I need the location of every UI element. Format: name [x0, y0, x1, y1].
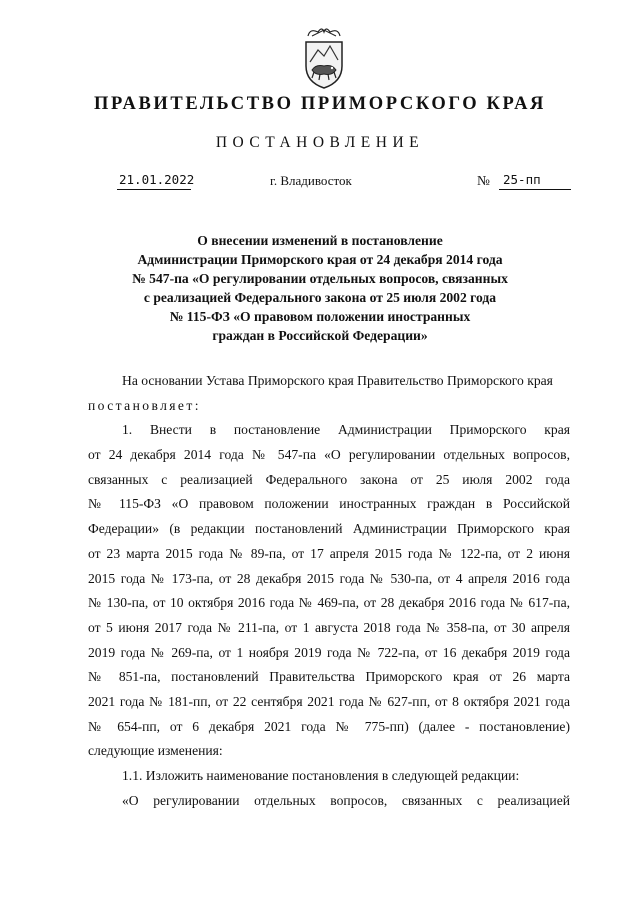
- document-body: [88, 369, 570, 813]
- subject-line: с реализацией Федерального закона от 25 июля 2002 года: [143, 290, 497, 305]
- document-city: г. Владивосток: [270, 173, 352, 188]
- subject-line: Администрации Приморского края от 24 декабря 2014 года: [137, 252, 503, 267]
- coat-of-arms-emblem: [302, 26, 346, 90]
- item1-line: № 851-па, постановлений Правительства Приморского края от 26 марта: [88, 669, 570, 685]
- item1-line: от 5 июня 2017 года № 211-па, от 1 августа 2018 года № 358-па, от 30 апреля: [88, 619, 570, 635]
- item1-line: № 654-пп, от 6 декабря 2021 года № 775-пп) (далее - постановление): [88, 718, 570, 734]
- item1-line: 2015 года № 173-па, от 28 декабря 2015 года № 530-па, от 4 апреля 2016 года: [88, 570, 570, 586]
- document-subject: [90, 231, 550, 345]
- document-type: ПОСТАНОВЛЕНИЕ: [215, 134, 425, 151]
- number-label: №: [477, 173, 490, 188]
- meta-row: [0, 172, 640, 192]
- item1-line: от 24 декабря 2014 года № 547-па «О регулировании отдельных вопросов,: [88, 447, 570, 463]
- subject-line: граждан в Российской Федерации»: [212, 328, 428, 343]
- subject-line: № 547-па «О регулировании отдельных вопросов, связанных: [132, 271, 508, 286]
- document-number: 25-пп: [499, 172, 571, 190]
- item1-line: № 115-ФЗ «О правовом положении иностранных граждан в Российской: [88, 496, 570, 512]
- resolves-word: постановляет:: [88, 397, 201, 413]
- subject-line: О внесении изменений в постановление: [197, 233, 443, 248]
- item1-line: 2019 года № 269-па, от 1 ноября 2019 года № 722-па, от 16 декабря 2019 года: [88, 644, 570, 660]
- item1-line: связанных с реализацией Федерального закона от 25 июля 2002 года: [88, 471, 570, 487]
- item1-line: Федерации» (в редакции постановлений Администрации Приморского края: [88, 521, 570, 537]
- subject-line: № 115-ФЗ «О правовом положении иностранных: [169, 309, 471, 324]
- item1-line: от 23 марта 2015 года № 89-па, от 17 апреля 2015 года № 122-па, от 2 июня: [88, 545, 570, 561]
- quote-start-text: «О регулировании отдельных вопросов, связанных с реализацией: [122, 792, 570, 808]
- document-date: 21.01.2022: [117, 172, 191, 190]
- government-title: ПРАВИТЕЛЬСТВО ПРИМОРСКОГО КРАЯ: [93, 94, 546, 114]
- preamble-text: На основании Устава Приморского края Правительство Приморского края: [122, 373, 553, 388]
- item1-line: № 130-па, от 10 октября 2016 года № 469-па, от 28 декабря 2016 года № 617-па,: [88, 595, 570, 611]
- item1-1-text: 1.1. Изложить наименование постановления в следующей редакции:: [122, 768, 520, 783]
- item1-line: следующие изменения:: [88, 743, 223, 759]
- item1-line: 2021 года № 181-пп, от 22 сентября 2021 года № 627-пп, от 8 октября 2021 года: [88, 693, 570, 709]
- item1-line: 1. Внести в постановление Администрации Приморского края: [122, 422, 570, 438]
